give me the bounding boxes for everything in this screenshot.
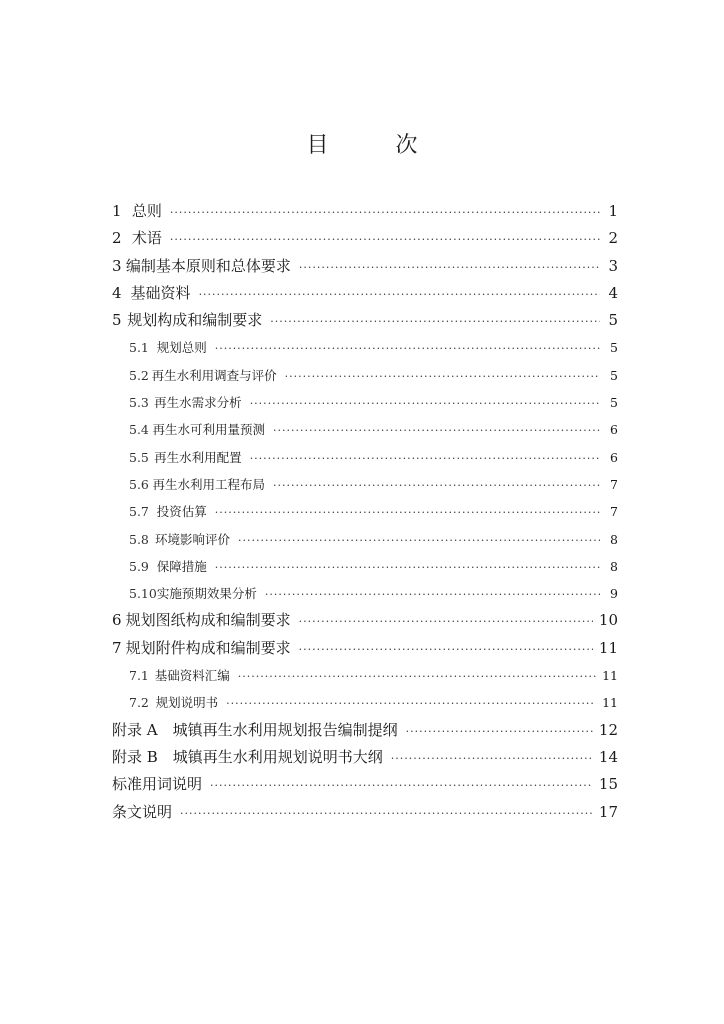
toc-entry-number: 7.2 [129,695,149,711]
toc-entry-page: 5 [610,340,618,356]
toc-entry-number: 1 [112,202,122,220]
toc-entry-title: 规划构成和编制要求 [127,311,263,330]
toc-subentry[interactable] [112,362,618,389]
toc-leader-dots [299,608,593,635]
toc-entry-number: 5.8 [129,531,149,547]
toc-entry-page: 12 [598,720,618,739]
toc-subentry[interactable] [112,689,618,716]
toc-entry-title: 附录 B 城镇再生水利用规划说明书大纲 [112,747,383,766]
toc-entry-title: 条文说明 [112,802,173,821]
toc-entry-number: 4 [112,283,122,302]
toc-entry[interactable] [112,607,618,634]
toc-entry[interactable] [112,307,618,334]
toc-leader-dots [170,199,600,226]
toc-leader-dots [265,581,600,608]
toc-entry-title: 规划总则 [156,340,207,356]
toc-entry-title: 再生水利用调查与评价 [151,367,277,383]
title-char-1: 目 [306,133,329,158]
toc-leader-dots [273,472,600,499]
table-of-contents [112,198,618,826]
toc-entry-title: 实施预期效果分析 [156,586,257,602]
toc-entry-clause-explanation[interactable] [112,799,618,826]
toc-entry-page: 15 [598,775,618,794]
toc-leader-dots [273,417,600,444]
toc-entry-number: 5.6 [129,476,149,492]
toc-entry-number: 5.4 [129,422,149,438]
toc-leader-dots [215,499,600,526]
toc-entry-page: 11 [602,668,618,684]
toc-entry-title: 再生水需求分析 [154,395,242,411]
toc-entry-number: 7.1 [129,668,149,684]
toc-entry-title: 再生水可利用量预测 [152,422,266,438]
toc-entry-number: 5.3 [129,395,149,411]
toc-leader-dots [250,445,600,472]
toc-leader-dots [285,363,600,390]
toc-entry-title: 规划图纸构成和编制要求 [125,611,291,630]
toc-subentry[interactable] [112,444,618,471]
toc-entry-title: 附录 A 城镇再生水利用规划报告编制提纲 [112,720,398,739]
toc-subentry[interactable] [112,471,618,498]
toc-entry-number: 5.2 [129,367,149,383]
toc-leader-dots [299,636,593,663]
toc-entry-appendix-a[interactable] [112,717,618,744]
toc-entry-page: 8 [610,531,618,547]
page-title [0,128,724,159]
toc-entry-title: 标准用词说明 [112,775,203,794]
toc-entry-page: 14 [598,747,618,766]
toc-entry-page: 17 [598,802,618,821]
toc-entry[interactable] [112,198,618,225]
toc-leader-dots [250,390,600,417]
toc-subentry[interactable] [112,580,618,607]
toc-entry-page: 7 [610,476,618,492]
toc-entry-title: 再生水利用工程布局 [152,476,266,492]
toc-leader-dots [270,308,600,335]
toc-entry-title: 再生水利用配置 [154,449,242,465]
toc-entry-number: 6 [112,611,122,630]
toc-entry-title: 编制基本原则和总体要求 [125,256,291,275]
toc-leader-dots [199,281,600,308]
toc-entry-title: 基础资料汇编 [154,668,230,684]
toc-entry-page: 9 [610,586,618,602]
toc-entry-page: 7 [610,504,618,520]
toc-entry-appendix-b[interactable] [112,744,618,771]
toc-leader-dots [391,745,593,772]
toc-leader-dots [299,254,600,281]
toc-entry-page: 6 [610,422,618,438]
toc-entry-page: 3 [608,256,618,275]
toc-subentry[interactable] [112,526,618,553]
toc-leader-dots [226,690,596,717]
toc-entry-title: 术语 [131,229,162,248]
toc-entry-wording-explanation[interactable] [112,771,618,798]
toc-entry-number: 5.7 [129,504,149,520]
toc-entry-title: 保障措施 [156,558,207,574]
toc-entry-number: 5.9 [129,558,149,574]
toc-entry-page: 2 [608,229,618,248]
toc-entry[interactable] [112,225,618,252]
toc-leader-dots [215,554,600,581]
toc-entry-page: 5 [608,311,618,330]
toc-entry-title: 规划附件构成和编制要求 [125,638,291,657]
toc-entry-title: 总则 [131,202,162,220]
toc-entry-number: 5.1 [129,340,149,356]
toc-entry-page: 1 [608,202,618,220]
toc-entry[interactable] [112,280,618,307]
toc-entry-page: 5 [610,395,618,411]
toc-subentry[interactable] [112,662,618,689]
toc-leader-dots [210,772,593,799]
toc-entry-title: 规划说明书 [155,695,219,711]
toc-leader-dots [180,800,593,827]
toc-entry[interactable] [112,253,618,280]
toc-entry-page: 10 [598,611,618,630]
toc-subentry[interactable] [112,334,618,361]
toc-entry-number: 3 [112,256,122,275]
toc-entry-page: 8 [610,558,618,574]
toc-entry-number: 5 [112,311,122,330]
toc-entry[interactable] [112,635,618,662]
toc-leader-dots [238,663,596,690]
toc-subentry[interactable] [112,553,618,580]
toc-entry-page: 6 [610,449,618,465]
toc-entry-page: 4 [608,283,618,302]
toc-entry-number: 5.10 [129,586,157,602]
toc-entry-page: 11 [602,695,618,711]
title-char-2: 次 [395,133,418,158]
toc-subentry[interactable] [112,389,618,416]
toc-leader-dots [406,718,593,745]
toc-entry-page: 5 [610,367,618,383]
toc-entry-number: 7 [112,638,122,657]
toc-entry-number: 2 [112,229,122,248]
toc-entry-number: 5.5 [129,449,149,465]
toc-subentry[interactable] [112,498,618,525]
toc-leader-dots [215,335,600,362]
toc-leader-dots [170,226,600,253]
toc-entry-title: 环境影响评价 [155,531,231,547]
toc-entry-title: 投资估算 [156,504,207,520]
toc-leader-dots [238,527,600,554]
toc-entry-title: 基础资料 [130,283,191,302]
toc-subentry[interactable] [112,416,618,443]
toc-entry-page: 11 [598,638,618,657]
